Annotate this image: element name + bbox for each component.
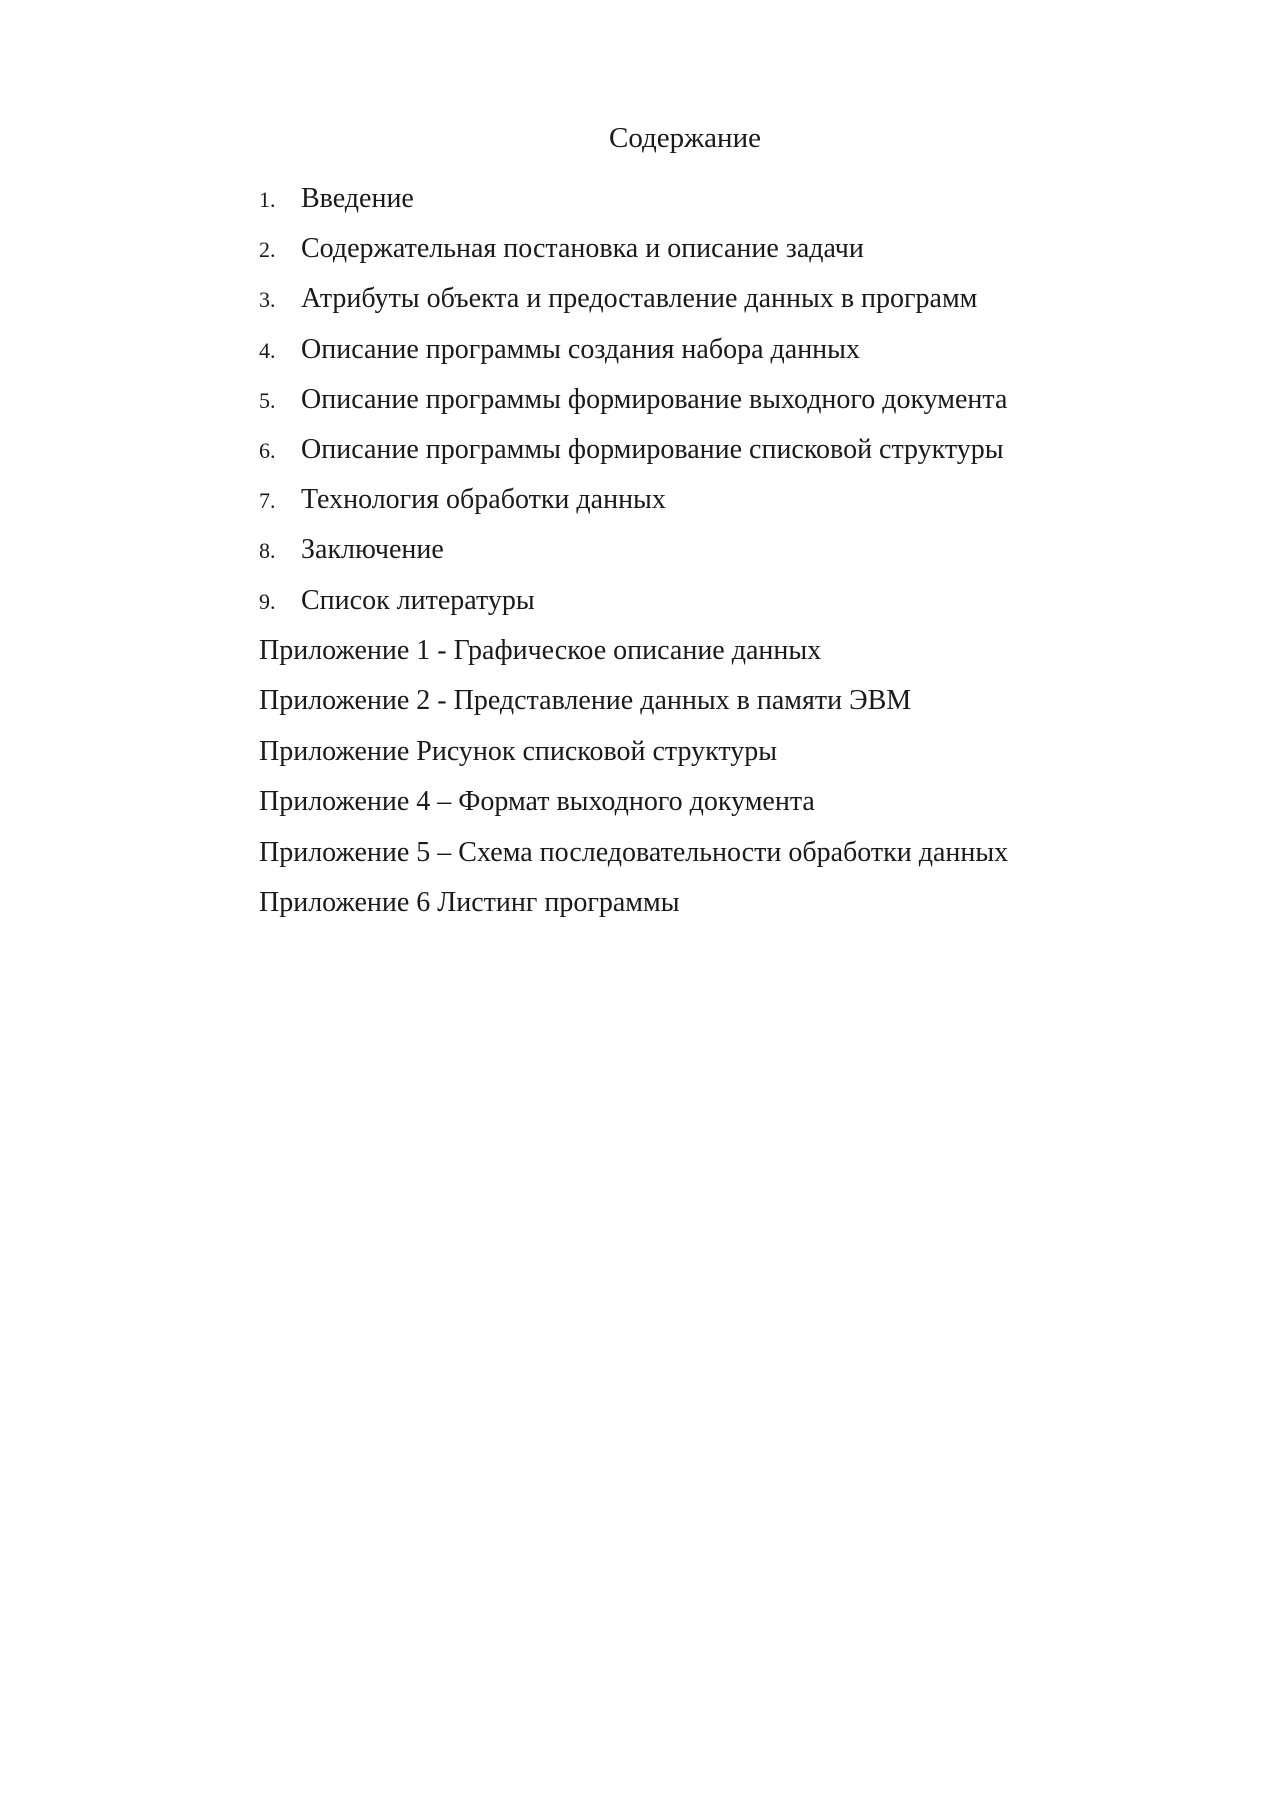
- toc-item-number: 6.: [259, 437, 276, 463]
- appendix-item: Приложение 2 - Представление данных в памяти ЭВМ: [259, 685, 912, 717]
- appendix-item: Приложение 5 – Схема последовательности обработки данных: [259, 836, 1009, 868]
- toc-item-number: 5.: [259, 387, 276, 413]
- toc-item-number: 8.: [259, 538, 276, 564]
- toc-item: [259, 584, 1007, 634]
- toc-item: [259, 232, 1007, 282]
- table-of-contents: [259, 182, 1007, 634]
- toc-item-text: Заключение: [301, 534, 444, 566]
- toc-item-text: Технология обработки данных: [301, 484, 666, 516]
- appendix-item: Приложение 6 Листинг программы: [259, 886, 680, 918]
- toc-item-text: Описание программы формирование списковой структуры: [301, 433, 1004, 465]
- toc-item: [259, 433, 1007, 483]
- appendix-item: Приложение 1 - Графическое описание данных: [259, 635, 822, 666]
- toc-item-number: 1.: [259, 187, 276, 212]
- toc-item-text: Введение: [301, 183, 414, 214]
- toc-item: [259, 533, 1007, 583]
- appendix-item: Приложение 4 – Формат выходного документа: [259, 786, 815, 818]
- toc-item-text: Атрибуты объекта и предоставление данных в программ: [301, 283, 978, 315]
- toc-item-text: Описание программы формирование выходного документа: [301, 383, 1008, 415]
- toc-item-number: 9.: [259, 588, 276, 614]
- toc-item-number: 4.: [259, 337, 276, 363]
- toc-item: [259, 483, 1007, 533]
- appendix-item: Приложение Рисунок списковой структуры: [259, 735, 778, 767]
- toc-item: [259, 333, 1007, 383]
- toc-item: [259, 182, 1007, 232]
- toc-item: [259, 383, 1007, 433]
- toc-item-number: 7.: [259, 488, 276, 514]
- toc-item-text: Список литературы: [301, 584, 535, 616]
- appendix-list: [259, 634, 1008, 936]
- toc-item-number: 2.: [259, 237, 276, 263]
- toc-item-text: Описание программы создания набора данных: [301, 333, 860, 365]
- toc-item: [259, 282, 1007, 332]
- toc-item-number: 3.: [259, 287, 276, 313]
- page-title: Содержание: [609, 122, 761, 154]
- toc-item-text: Содержательная постановка и описание задачи: [301, 233, 864, 265]
